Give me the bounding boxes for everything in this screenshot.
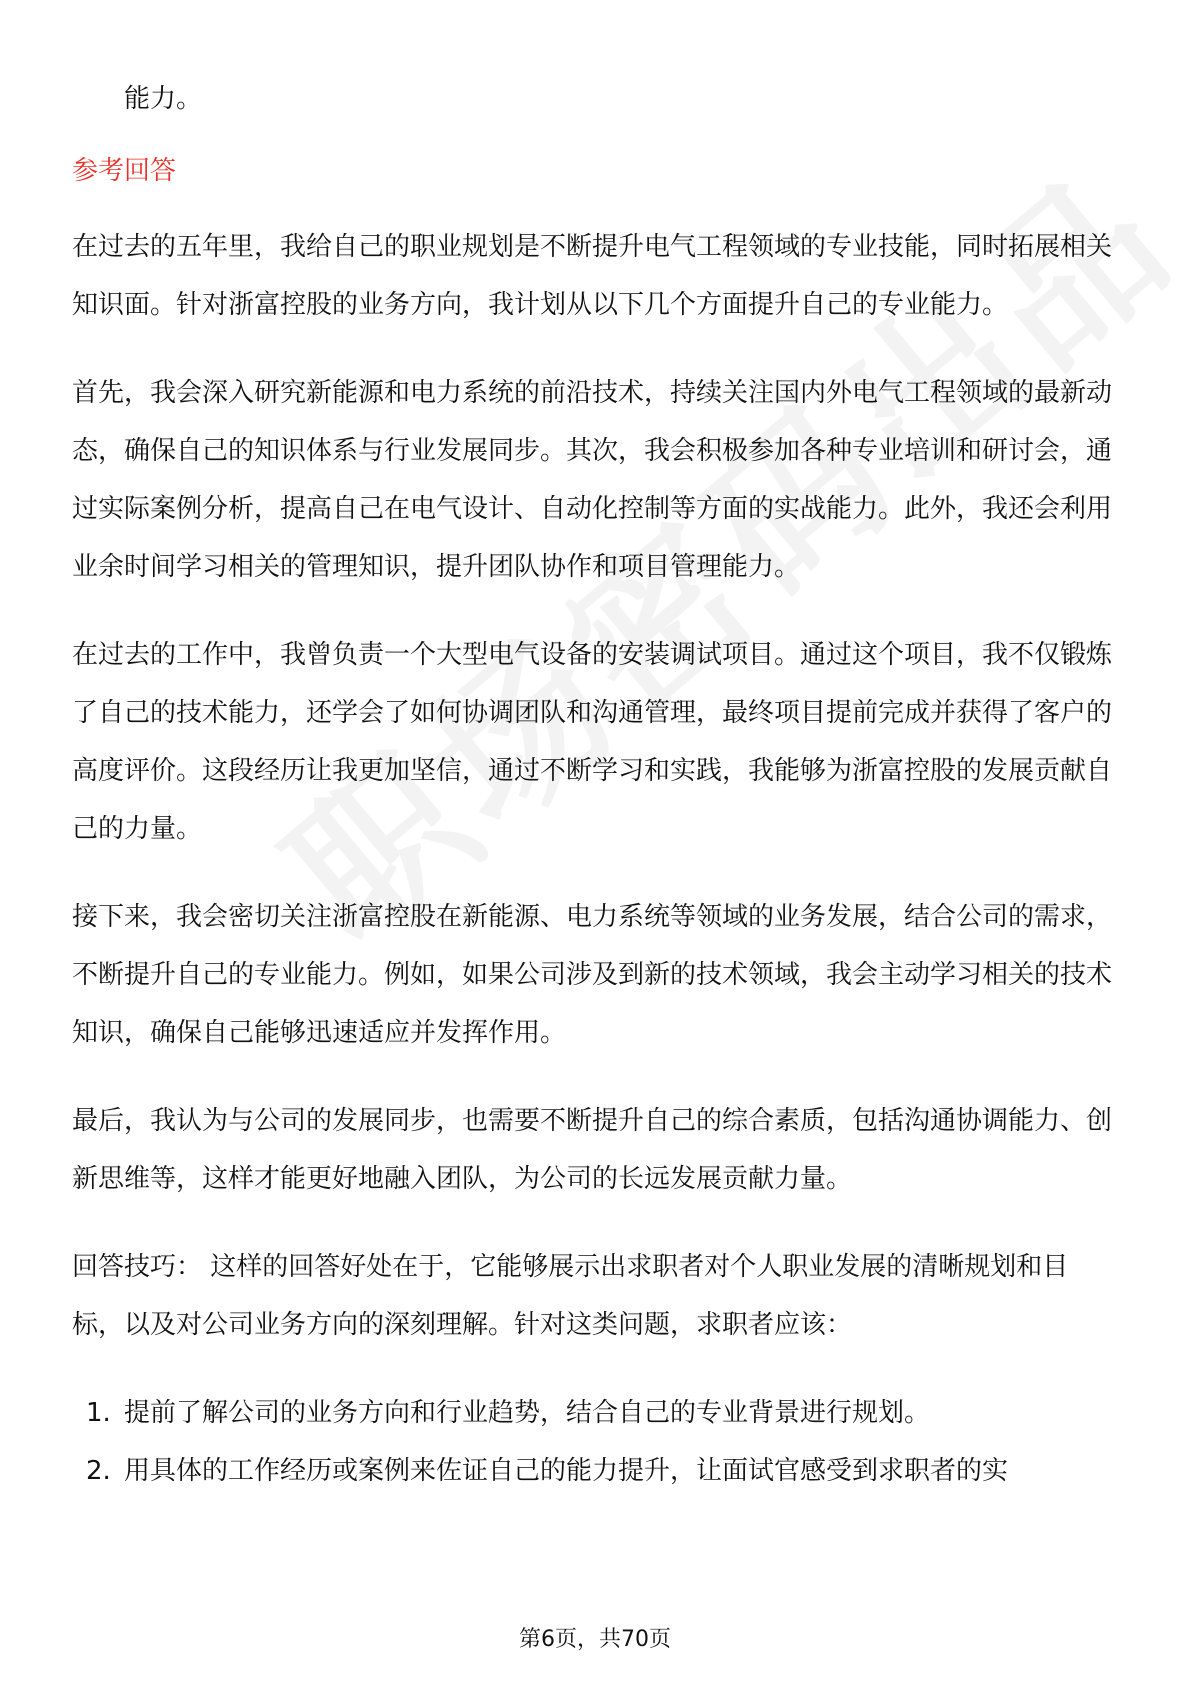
paragraph-1: 在过去的五年里，我给自己的职业规划是不断提升电气工程领域的专业技能，同时拓展相关知识面。针对浙富控股的业务方向，我计划从以下几个方面提升自己的专业能力。 — [72, 232, 1113, 320]
paragraph-5: 最后，我认为与公司的发展同步，也需要不断提升自己的综合素质，包括沟通协调能力、创新思维等，这样才能更好地融入团队，为公司的长远发展贡献力量。 — [72, 1106, 1113, 1194]
list-item — [72, 1384, 1118, 1442]
list-item — [72, 1442, 1118, 1500]
paragraph-3: 在过去的工作中，我曾负责一个大型电气设备的安装调试项目。通过这个项目，我不仅锻炼了自己的技术能力，还学会了如何协调团队和沟通管理，最终项目提前完成并获得了客户的高度评价。这段经历让我更加坚信，通过不断学习和实践，我能够为浙富控股的发展贡献自己的力量。 — [72, 640, 1113, 844]
list-number: 1. — [86, 1398, 111, 1428]
page-number: 第6页，共70页 — [519, 1627, 671, 1652]
page-content — [72, 70, 1118, 1500]
answer-tips: 回答技巧： 这样的回答好处在于，它能够展示出求职者对个人职业发展的清晰规划和目标，以及对公司业务方向的深刻理解。针对这类问题，求职者应该： — [72, 1252, 1069, 1340]
list-number: 2. — [86, 1456, 111, 1486]
list-text: 用具体的工作经历或案例来佐证自己的能力提升，让面试官感受到求职者的实 — [124, 1456, 1009, 1486]
paragraph-4: 接下来，我会密切关注浙富控股在新能源、电力系统等领域的业务发展，结合公司的需求，不断提升自己的专业能力。例如，如果公司涉及到新的技术领域，我会主动学习相关的技术知识，确保自己能够迅速适应并发挥作用。 — [72, 902, 1113, 1048]
list-text: 提前了解公司的业务方向和行业趋势，结合自己的专业背景进行规划。 — [124, 1398, 931, 1428]
tips-list — [72, 1384, 1118, 1500]
section-heading: 参考回答 — [72, 156, 177, 186]
continuation-text: 能力。 — [124, 84, 203, 114]
paragraph-2: 首先，我会深入研究新能源和电力系统的前沿技术，持续关注国内外电气工程领域的最新动态，确保自己的知识体系与行业发展同步。其次，我会积极参加各种专业培训和研讨会，通过实际案例分析，提高自己在电气设计、自动化控制等方面的实战能力。此外，我还会利用业余时间学习相关的管理知识，提升团队协作和项目管理能力。 — [72, 378, 1113, 582]
